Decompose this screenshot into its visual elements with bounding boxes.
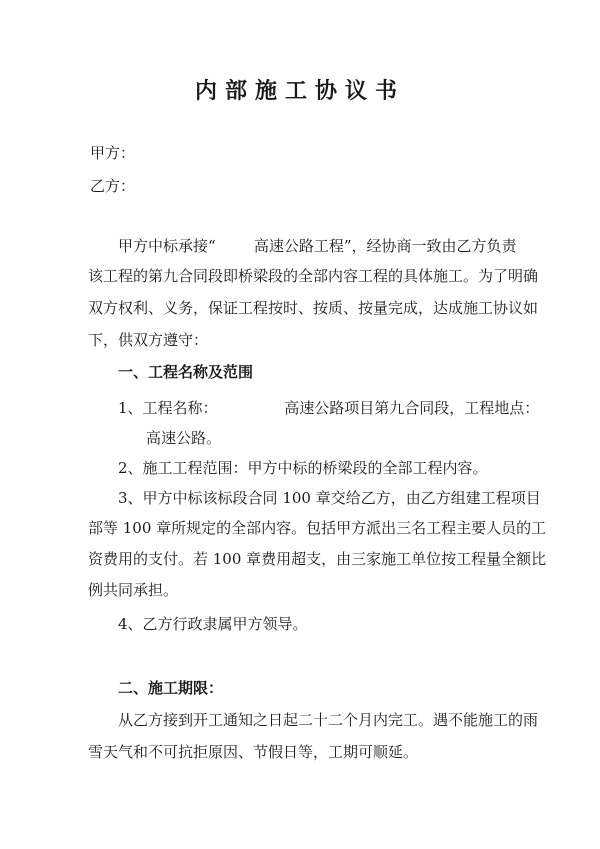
intro-line: 甲方中标承接“ 高速公路工程”，经协商一致由乙方负责 [118,237,517,255]
section-1-item-2: 2、施工工程范围：甲方中标的桥梁段的全部工程内容。 [118,459,488,477]
intro-line: 双方权利、义务，保证工程按时、按质、按量完成，达成施工协议如 [88,299,539,317]
section-2-heading: 二、施工期限： [118,679,224,697]
party-a-label: 甲方： [90,144,136,162]
item-3-line: 资费用的支付。若 100 章费用超支，由三家施工单位按工程量全额比 [88,550,547,568]
party-b-label: 乙方： [90,177,136,195]
item-3-line: 3、甲方中标该标段合同 100 章交给乙方，由乙方组建工程项目 [118,489,541,507]
document-title: 内部施工协议书 [194,79,405,104]
intro-line: 下，供双方遵守： [88,331,209,349]
item-3-line: 部等 100 章所规定的全部内容。包括甲方派出三名工程主要人员的工 [88,519,547,537]
item-3-line: 例共同承担。 [88,581,179,599]
section-2-line: 从乙方接到开工通知之日起二十二个月内完工。遇不能施工的雨 [118,711,539,729]
section-1-item-4: 4、乙方行政隶属甲方领导。 [118,615,308,633]
section-2-line: 雪天气和不可抗拒原因、节假日等，工期可顺延。 [88,743,419,761]
section-1-item-1-cont: 高速公路。 [146,429,222,447]
section-1-item-1: 1、工程名称： 高速公路项目第九合同段，工程地点： [118,399,540,417]
intro-line: 该工程的第九合同段即桥梁段的全部内容工程的具体施工。为了明确 [88,267,539,285]
section-1-heading: 一、工程名称及范围 [118,363,254,381]
